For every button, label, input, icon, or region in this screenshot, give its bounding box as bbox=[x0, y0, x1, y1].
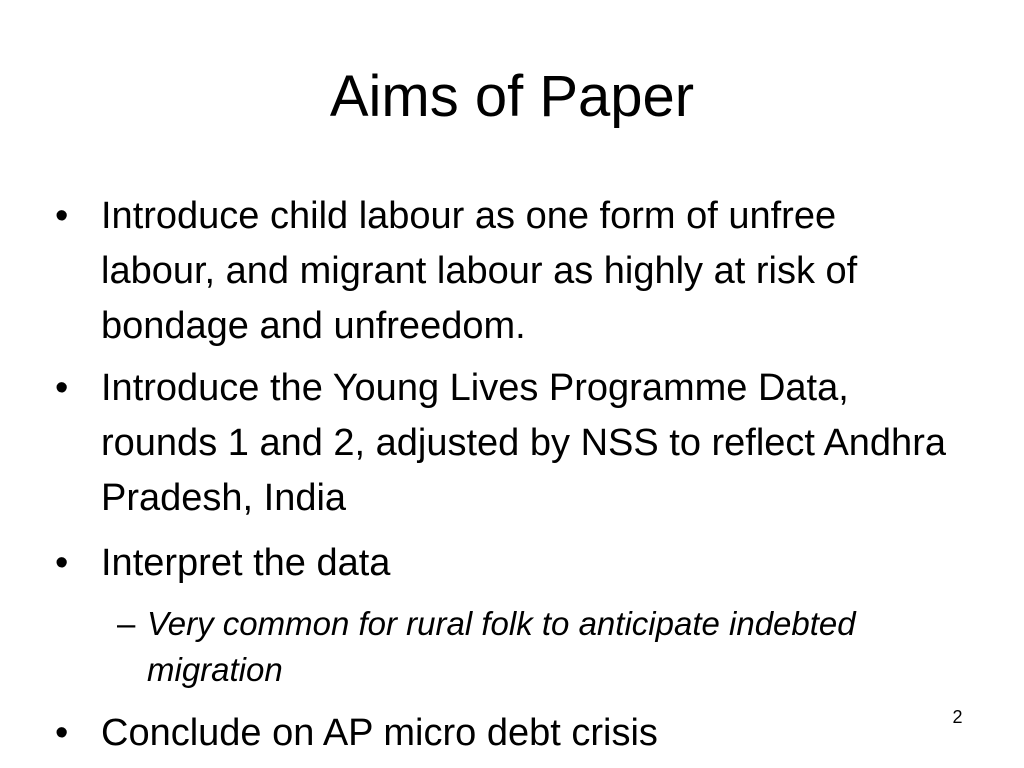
bullet-item bbox=[55, 189, 955, 354]
sub-bullet-marker: – bbox=[117, 605, 136, 642]
bullet-marker: • bbox=[55, 542, 69, 584]
bullet-marker: • bbox=[55, 712, 69, 754]
bullet-item bbox=[55, 361, 955, 526]
bullet-text: Conclude on AP micro debt crisis bbox=[101, 712, 658, 754]
sub-bullet-item bbox=[117, 601, 877, 693]
slide-title: Aims of Paper bbox=[329, 64, 695, 129]
bullet-text: Introduce child labour as one form of unfree labour, and migrant labour as highly at risk of bondage and unfreedom. bbox=[101, 195, 858, 347]
slide-number: 2 bbox=[952, 707, 963, 727]
bullet-text: Interpret the data bbox=[101, 542, 391, 584]
bullet-marker: • bbox=[55, 195, 69, 237]
sub-bullet-text: Very common for rural folk to anticipate indebted migration bbox=[147, 605, 856, 688]
bullet-item bbox=[55, 536, 955, 591]
bullet-item bbox=[55, 706, 955, 761]
bullet-marker: • bbox=[55, 367, 69, 409]
bullet-text: Introduce the Young Lives Programme Data, rounds 1 and 2, adjusted by NSS to reflect Andhra Pradesh, India bbox=[101, 367, 946, 519]
